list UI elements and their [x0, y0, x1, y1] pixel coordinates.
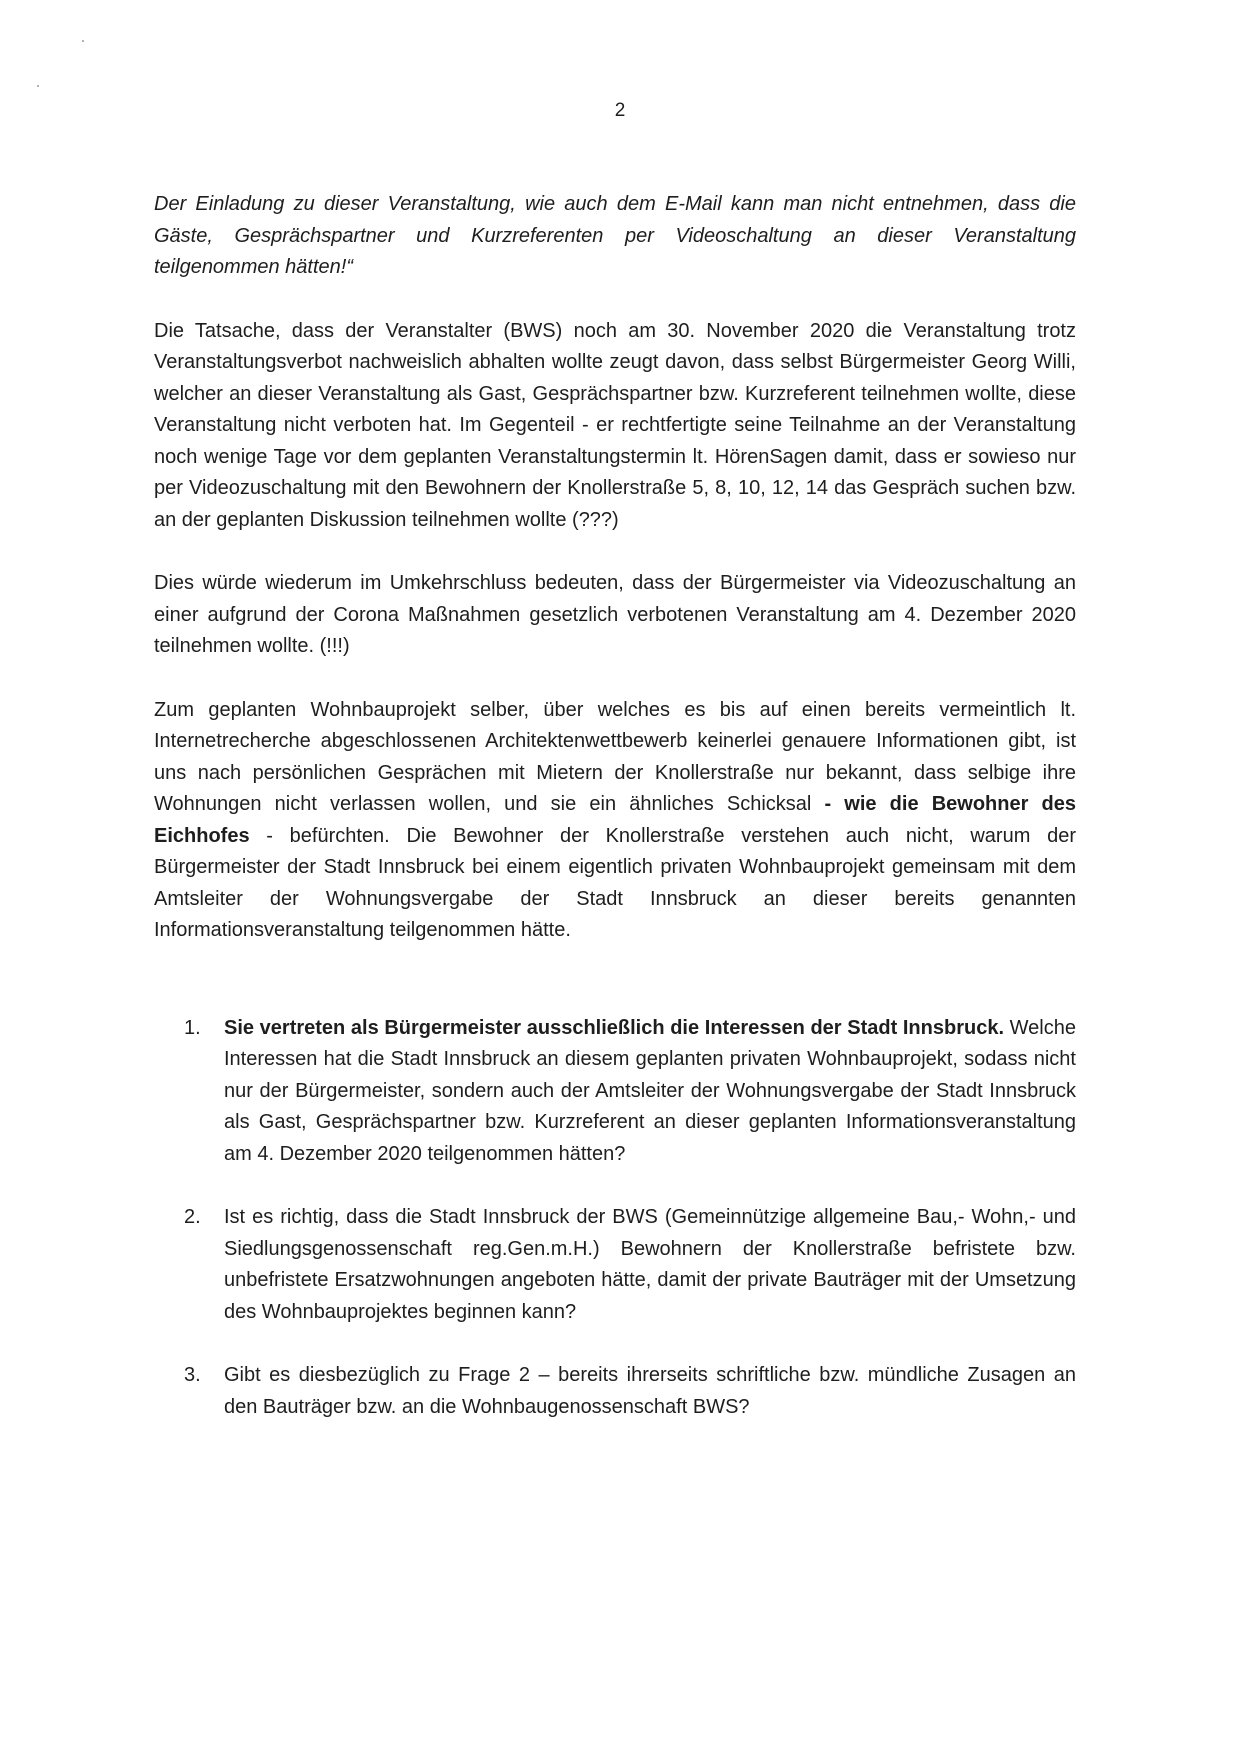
- question-item: [154, 1013, 1076, 1171]
- emphasized-text: - wie die Bewohner des Eichhofes: [154, 793, 1076, 847]
- question-number: 1.: [184, 1016, 201, 1039]
- paragraph-event-ban: Die Tatsache, dass der Veranstalter (BWS) noch am 30. November 2020 die Veranstaltung trotz Veranstaltungsverbot nachweislich abhalten wollte zeugt davon, dass selbst Bürgermeister Georg Willi, welcher an dieser Veranstaltung als Gast, Gesprächspartner bzw. Kurzreferent teilnehmen wollte, diese Veranstaltung nicht verboten hat. Im Gegenteil - er rechtfertigte seine Teilnahme an der Veranstaltung noch wenige Tage vor dem geplanten Veranstaltungstermin lt. HörenSagen damit, dass er sowieso nur per Videozuschaltung mit den Bewohnern der Knollerstraße 5, 8, 10, 12, 14 das Gespräch suchen bzw. an der geplanten Diskussion teilnehmen wollte (???): [154, 319, 1076, 531]
- scan-speck: [82, 40, 84, 42]
- paragraph-conclusion: Dies würde wiederum im Umkehrschluss bedeuten, dass der Bürgermeister via Videozuschaltung an einer aufgrund der Corona Maßnahmen gesetzlich verbotenen Veranstaltung am 4. Dezember 2020 teilnehmen wollte. (!!!): [154, 572, 1076, 657]
- question-number: 2.: [184, 1206, 201, 1228]
- scan-speck: [37, 85, 39, 87]
- question-text: Gibt es diesbezüglich zu Frage 2 – bereits ihrerseits schriftliche bzw. mündliche Zusagen an den Bauträger bzw. an die Wohnbaugenossenschaft BWS?: [224, 1364, 1076, 1418]
- page-number: 2: [614, 100, 626, 121]
- quoted-paragraph: Der Einladung zu dieser Veranstaltung, wie auch dem E-Mail kann man nicht entnehmen, dass die Gäste, Gesprächspartner und Kurzreferenten per Videoschaltung an dieser Veranstaltung teilgenommen hätten!“: [154, 193, 1076, 278]
- question-text: [224, 1013, 1076, 1171]
- question-text: Ist es richtig, dass die Stadt Innsbruck der BWS (Gemeinnützige allgemeine Bau,- Wohn,- und Siedlungsgenossenschaft reg.Gen.m.H.) Bewohnern der Knollerstraße befristete bzw. unbefristete Ersatzwohnungen angeboten hätte, damit der private Bauträger mit der Umsetzung des Wohnbauprojektes beginnen kann?: [224, 1206, 1076, 1323]
- question-item: [154, 1202, 1076, 1328]
- document-body: [154, 189, 1076, 1455]
- paragraph-text: - befürchten. Die Bewohner der Knollerstraße verstehen auch nicht, warum der Bürgermeister der Stadt Innsbruck bei einem eigentlich privaten Wohnbauprojekt gemeinsam mit dem Amtsleiter der Wohnungsvergabe der Stadt Innsbruck an dieser bereits genannten Informationsveranstaltung teilgenommen hätte.: [154, 824, 1076, 941]
- question-number: 3.: [184, 1364, 201, 1386]
- question-body-text: Welche Interessen hat die Stadt Innsbruck an diesem geplanten privaten Wohnbauprojekt, sodass nicht nur der Bürgermeister, sondern auch der Amtsleiter der Wohnungsvergabe der Stadt Innsbruck als Gast, Gesprächspartner bzw. Kurzreferent an dieser geplanten Informationsveranstaltung am 4. Dezember 2020 teilgenommen hätten?: [224, 1016, 1076, 1165]
- question-list: [154, 1013, 1076, 1424]
- question-item: [154, 1360, 1076, 1423]
- paragraph-text: Zum geplanten Wohnbauprojekt selber, über welches es bis auf einen bereits vermeintlich lt. Internetrecherche abgeschlossenen Architektenwettbewerb keinerlei genauere Informationen gibt, ist uns nach persönlichen Gesprächen mit Mietern der Knollerstraße nur bekannt, dass selbige ihre Wohnungen nicht verlassen wollen, und sie ein ähnliches Schicksal: [154, 698, 1076, 815]
- paragraph-housing-project: [154, 695, 1076, 947]
- question-bold-text: Sie vertreten als Bürgermeister ausschließlich die Interessen der Stadt Innsbruck.: [224, 1016, 1005, 1039]
